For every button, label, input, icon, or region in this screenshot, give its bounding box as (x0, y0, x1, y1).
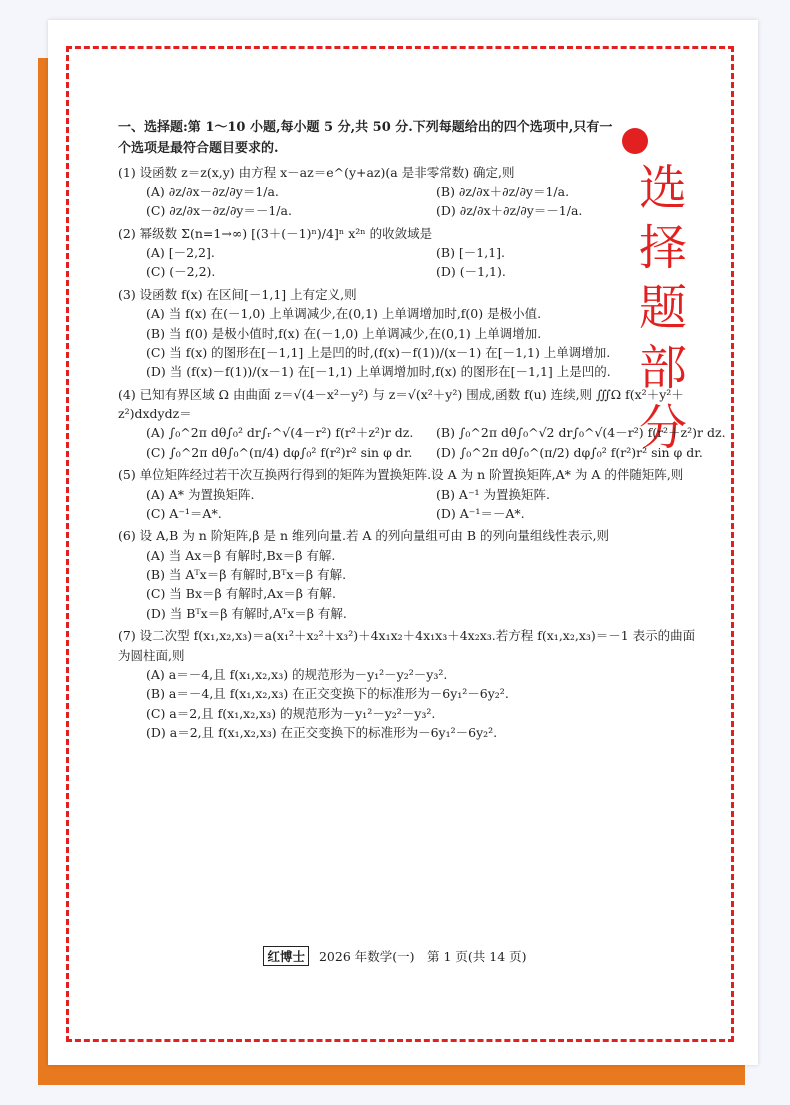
option-a: (A) 当 Ax＝β 有解时,Bx＝β 有解. (146, 547, 336, 563)
options (146, 182, 703, 221)
option-c: (C) ∫₀^2π dθ∫₀^(π/4) dφ∫₀² f(r²)r² sin φ dr. (146, 444, 413, 460)
stamp-char: 分 (638, 400, 687, 456)
option-b: (B) ∂z/∂x＋∂z/∂y＝1/a. (436, 183, 570, 199)
option-b: (B) A⁻¹ 为置换矩阵. (436, 486, 550, 502)
option-c: (C) ∂z/∂x－∂z/∂y＝－1/a. (146, 203, 292, 219)
options (146, 665, 703, 743)
option-b: (B) 当 f(0) 是极小值时,f(x) 在(－1,0) 上单调减少,在(0,1) 上单调增加. (146, 325, 542, 341)
question-5 (118, 465, 703, 523)
option-b: (B) 当 Aᵀx＝β 有解时,Bᵀx＝β 有解. (146, 567, 347, 583)
question-4 (118, 385, 726, 463)
page-footer (0, 946, 790, 966)
option-d: (D) ∂z/∂x＋∂z/∂y＝－1/a. (436, 203, 583, 219)
question-stem: (7) 设二次型 f(x₁,x₂,x₃)＝a(x₁²＋x₂²＋x₃²)＋4x₁x₂＋4x₁x₃＋4x₂x₃.若方程 f(x₁,x₂,x₃)＝－1 表示的曲面为圆柱面,则 (118, 628, 696, 663)
question-6 (118, 526, 703, 623)
page-number: 2026 年数学(一) 第 1 页(共 14 页) (318, 949, 527, 964)
option-c: (C) 当 Bx＝β 有解时,Ax＝β 有解. (146, 586, 336, 602)
section-title: 一、选择题:第 1～10 小题,每小题 5 分,共 50 分.下列每题给出的四个选项中,只有一个选项是最符合题目要求的. (118, 120, 613, 156)
stamp-char: 选 (638, 160, 687, 216)
question-3 (118, 285, 703, 382)
stamp-char: 部 (638, 340, 687, 396)
option-d: (D) 当 Bᵀx＝β 有解时,Aᵀx＝β 有解. (146, 605, 347, 621)
option-a: (A) ∂z/∂x－∂z/∂y＝1/a. (146, 183, 279, 199)
question-stem: (6) 设 A,B 为 n 阶矩阵,β 是 n 维列向量.若 A 的列向量组可由 B 的列向量组线性表示,则 (118, 528, 610, 544)
options (146, 304, 703, 382)
stamp-char: 题 (638, 280, 687, 336)
option-a: (A) a＝－4,且 f(x₁,x₂,x₃) 的规范形为－y₁²－y₂²－y₃². (146, 666, 448, 682)
option-b: (B) [－1,1]. (436, 245, 506, 261)
option-c: (C) (－2,2). (146, 264, 216, 280)
question-stem: (2) 幂级数 Σ(n=1→∞) [(3＋(－1)ⁿ)/4]ⁿ x²ⁿ 的收敛域是 (118, 225, 433, 241)
question-stem: (3) 设函数 f(x) 在区间[－1,1] 上有定义,则 (118, 286, 357, 302)
option-a: (A) [－2,2]. (146, 245, 215, 261)
option-d: (D) A⁻¹＝－A*. (436, 505, 525, 521)
option-b: (B) a＝－4,且 f(x₁,x₂,x₃) 在正交变换下的标准形为－6y₁²－6y₂². (146, 686, 509, 702)
option-b: (B) ∫₀^2π dθ∫₀^√2 dr∫₀^√(4－r²) f(r²＋z²)r dz. (436, 425, 726, 441)
option-a: (A) ∫₀^2π dθ∫₀² dr∫ᵣ^√(4－r²) f(r²＋z²)r dz. (146, 425, 414, 441)
option-d: (D) 当 (f(x)－f(1))/(x－1) 在[－1,1) 上单调增加时,f(x) 的图形在[－1,1] 上是凹的. (146, 364, 611, 380)
option-d: (D) a＝2,且 f(x₁,x₂,x₃) 在正交变换下的标准形为－6y₁²－6y₂². (146, 725, 498, 741)
option-c: (C) A⁻¹＝A*. (146, 505, 222, 521)
question-stem: (1) 设函数 z＝z(x,y) 由方程 x－az＝e^(y+az)(a 是非零常数) 确定,则 (118, 164, 515, 180)
publisher-logo: 红博士 (263, 946, 309, 966)
question-stem: (5) 单位矩阵经过若干次互换两行得到的矩阵为置换矩阵.设 A 为 n 阶置换矩阵,A* 为 A 的伴随矩阵,则 (118, 467, 684, 483)
question-1 (118, 163, 703, 221)
option-d: (D) (－1,1). (436, 264, 506, 280)
question-stem: (4) 已知有界区域 Ω 由曲面 z＝√(4－x²－y²) 与 z＝√(x²＋y²) 围成,函数 f(u) 连续,则 ∭Ω f(x²＋y²＋z²)dxdydz＝ (118, 386, 684, 422)
option-a: (A) 当 f(x) 在(－1,0) 上单调减少,在(0,1) 上单调增加时,f(0) 是极小值. (146, 306, 542, 322)
options (146, 423, 726, 462)
question-7 (118, 626, 703, 742)
option-a: (A) A* 为置换矩阵. (146, 486, 255, 502)
question-2 (118, 224, 703, 282)
options (146, 243, 703, 282)
option-d: (D) ∫₀^2π dθ∫₀^(π/2) dφ∫₀² f(r²)r² sin φ dr. (436, 444, 703, 460)
options (146, 546, 703, 624)
option-c: (C) 当 f(x) 的图形在[－1,1] 上是凹的时,(f(x)－f(1))/(x－1) 在[－1,1) 上单调增加. (146, 344, 611, 360)
stamp-char: 择 (638, 220, 687, 276)
exam-content (118, 118, 726, 742)
options (146, 485, 703, 524)
option-c: (C) a＝2,且 f(x₁,x₂,x₃) 的规范形为－y₁²－y₂²－y₃². (146, 705, 436, 721)
